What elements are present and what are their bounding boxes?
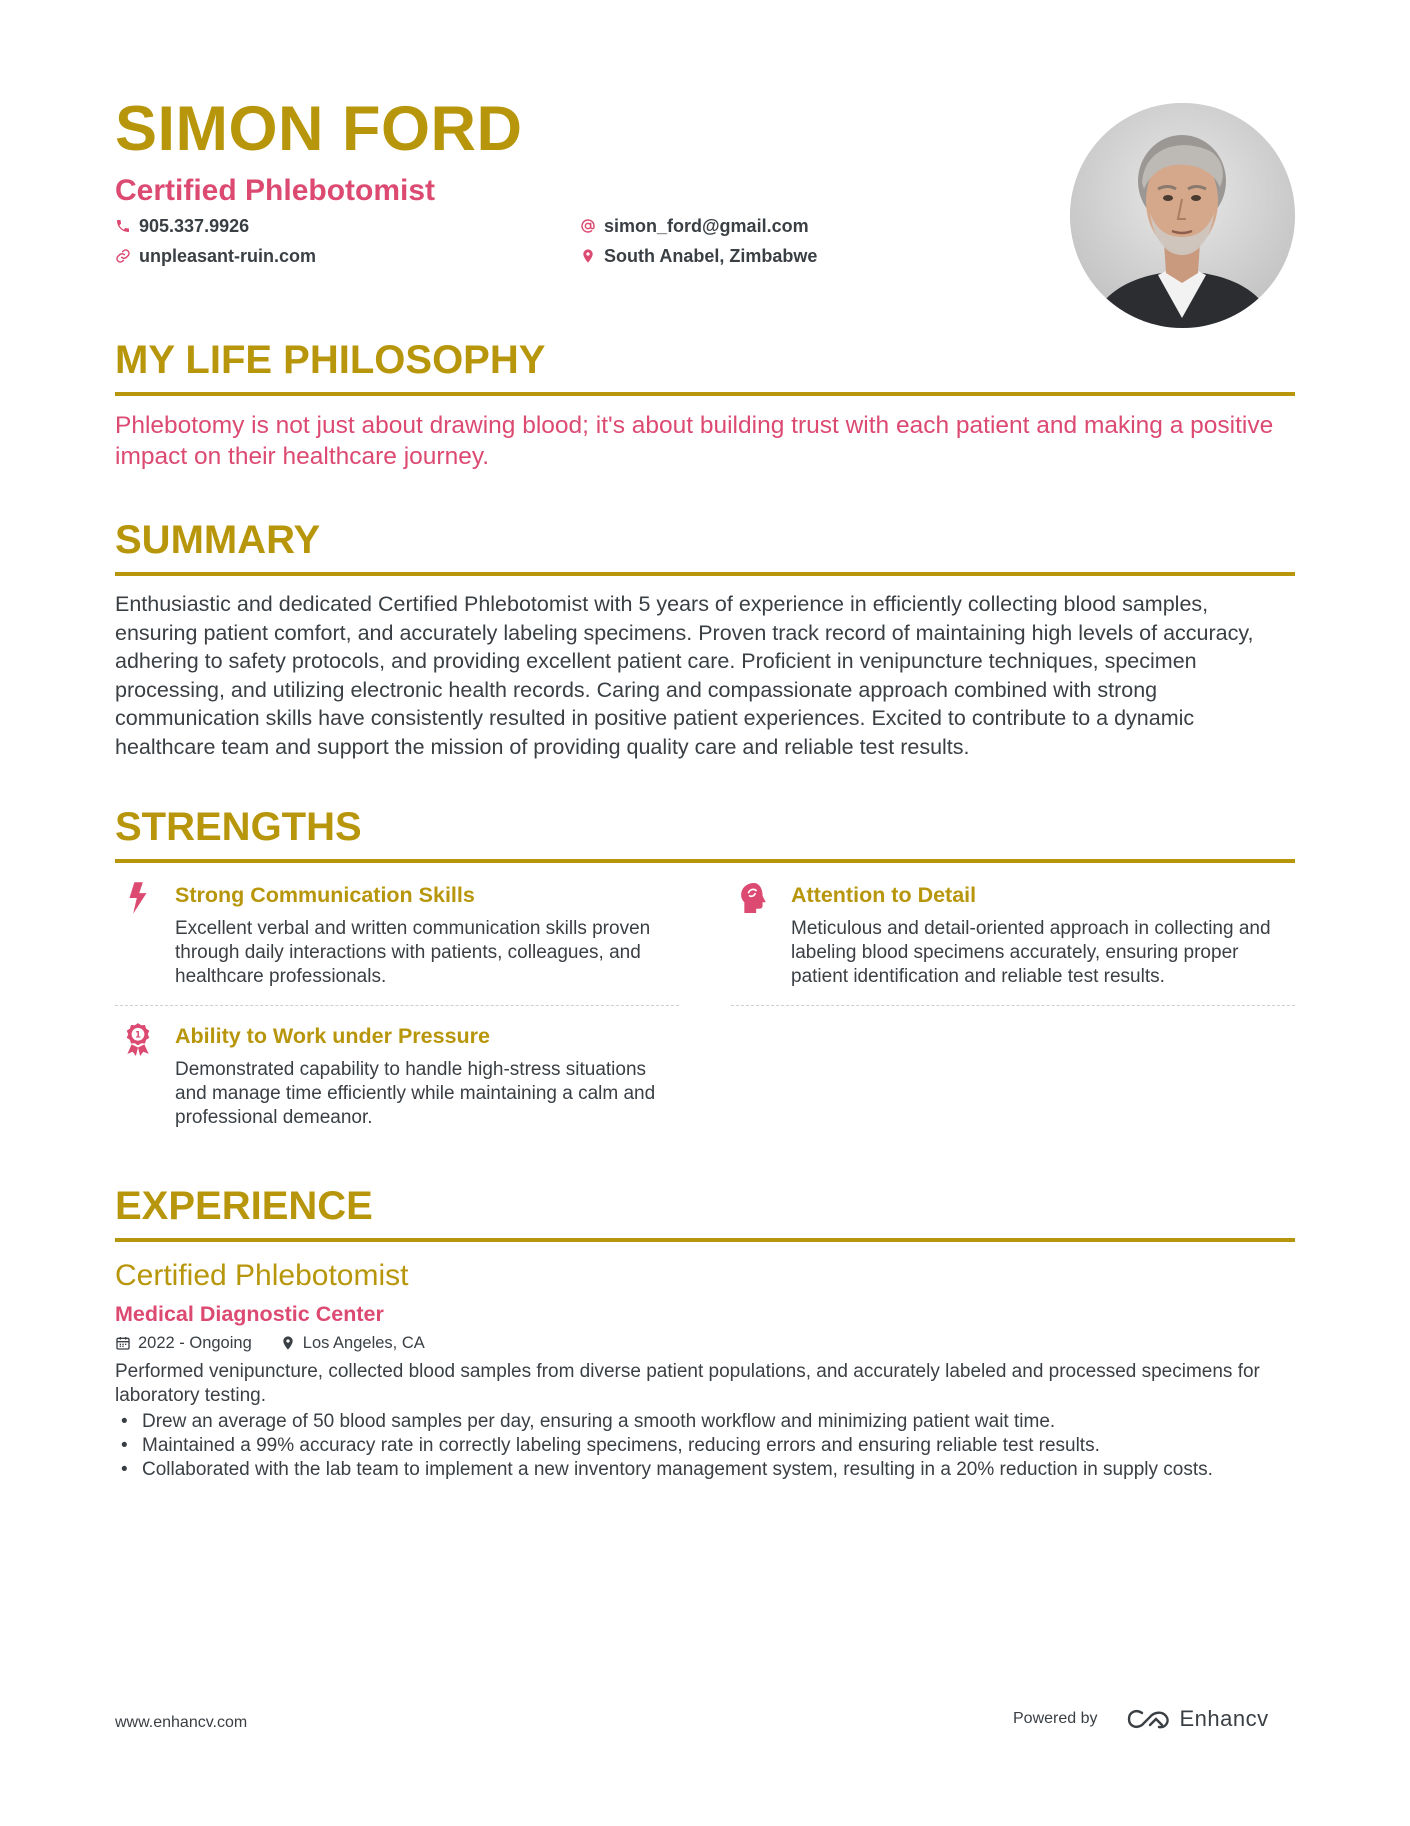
job-title: Certified Phlebotomist xyxy=(115,1259,409,1292)
philosophy-section xyxy=(115,340,1295,472)
summary-heading: SUMMARY xyxy=(115,520,1295,576)
candidate-role: Certified Phlebotomist xyxy=(115,174,436,207)
strength-title: Strong Communication Skills xyxy=(175,883,475,907)
candidate-name: SIMON FORD xyxy=(115,94,523,164)
link-icon xyxy=(115,248,131,264)
strengths-section xyxy=(115,807,1295,1146)
strength-title: Attention to Detail xyxy=(791,883,977,907)
website-text: unpleasant-ruin.com xyxy=(139,245,317,266)
job-description: Performed venipuncture, collected blood samples from diverse patient populations, and accurately labeled and processed specimens for laboratory testing. xyxy=(115,1361,1260,1406)
philosophy-heading: MY LIFE PHILOSOPHY xyxy=(115,340,1295,396)
phone-icon xyxy=(115,218,131,234)
award-ribbon-icon xyxy=(123,1022,153,1056)
strength-item xyxy=(731,881,1295,1006)
strength-description: Excellent verbal and written communication skills proven through daily interactions with patients, colleagues, and healthcare professionals. xyxy=(175,918,651,987)
location-text: South Anabel, Zimbabwe xyxy=(604,245,818,266)
job-dates-text: 2022 - Ongoing xyxy=(138,1333,252,1352)
footer-website-link[interactable]: www.enhancv.com xyxy=(115,1714,248,1731)
contact-website[interactable] xyxy=(115,246,580,266)
contact-location xyxy=(580,246,835,266)
job-location xyxy=(280,1334,425,1353)
summary-text: Enthusiastic and dedicated Certified Phlebotomist with 5 years of experience in efficiently collecting blood samples, ensuring patient comfort, and accurately labeling specimens. Proven track record of maintaining high levels of accuracy, adhering to safety protocols, and providing excellent patient care. Proficient in venipuncture techniques, specimen processing, and utilizing electronic health records. Caring and compassionate approach combined with strong communication skills have consistently resulted in positive patient experiences. Excited to contribute to a dynamic healthcare team and support the mission of providing quality care and reliable test results. xyxy=(115,592,1254,759)
at-icon xyxy=(580,218,596,234)
job-bullet: • Collaborated with the lab team to implement a new inventory management system, resulting in a 20% reduction in supply costs. xyxy=(115,1458,1295,1482)
strength-description: Meticulous and detail-oriented approach in collecting and labeling blood specimens accurately, ensuring proper patient identification and reliable test results. xyxy=(791,918,1271,987)
lightning-icon xyxy=(123,881,153,915)
job-dates xyxy=(115,1334,252,1353)
phone-text: 905.337.9926 xyxy=(139,215,250,236)
enhancv-logo-icon xyxy=(1126,1707,1172,1731)
experience-heading: EXPERIENCE xyxy=(115,1186,1295,1242)
experience-section xyxy=(115,1186,1295,1482)
job-bullet: • Drew an average of 50 blood samples per day, ensuring a smooth workflow and minimizing patient wait time. xyxy=(115,1410,1295,1434)
job-meta xyxy=(115,1332,1295,1354)
location-pin-icon xyxy=(280,1335,296,1351)
philosophy-text: Phlebotomy is not just about drawing blood; it's about building trust with each patient and making a positive impact on their healthcare journey. xyxy=(115,412,1274,470)
email-text: simon_ford@gmail.com xyxy=(604,215,809,236)
strength-description: Demonstrated capability to handle high-stress situations and manage time efficiently while maintaining a calm and professional demeanor. xyxy=(175,1059,656,1128)
job-location-text: Los Angeles, CA xyxy=(302,1333,425,1352)
summary-section xyxy=(115,520,1295,761)
contact-list xyxy=(115,216,835,266)
job-entry xyxy=(115,1258,1295,1482)
head-brain-icon xyxy=(739,881,769,915)
location-pin-icon xyxy=(580,248,596,264)
strength-item xyxy=(115,1006,679,1146)
job-bullets xyxy=(115,1410,1295,1482)
enhancv-logo[interactable] xyxy=(1126,1706,1269,1732)
profile-photo-illustration xyxy=(1070,103,1295,328)
enhancv-logo-text: Enhancv xyxy=(1179,1706,1269,1731)
strength-item xyxy=(115,881,679,1006)
strengths-heading: STRENGTHS xyxy=(115,807,1295,863)
strength-title: Ability to Work under Pressure xyxy=(175,1024,491,1048)
powered-by-text: Powered by xyxy=(1013,1710,1098,1727)
contact-email[interactable] xyxy=(580,216,835,236)
resume-header xyxy=(115,0,1295,340)
contact-phone[interactable] xyxy=(115,216,580,236)
profile-photo xyxy=(1070,103,1295,328)
job-bullet: • Maintained a 99% accuracy rate in correctly labeling specimens, reducing errors and ensuring reliable test results. xyxy=(115,1434,1295,1458)
resume-page xyxy=(115,0,1295,1482)
calendar-icon xyxy=(115,1335,131,1351)
strengths-grid xyxy=(115,881,1295,1146)
job-company: Medical Diagnostic Center xyxy=(115,1302,384,1326)
svg-text:1: 1 xyxy=(135,1030,141,1041)
footer-powered-by xyxy=(1013,1706,1269,1732)
